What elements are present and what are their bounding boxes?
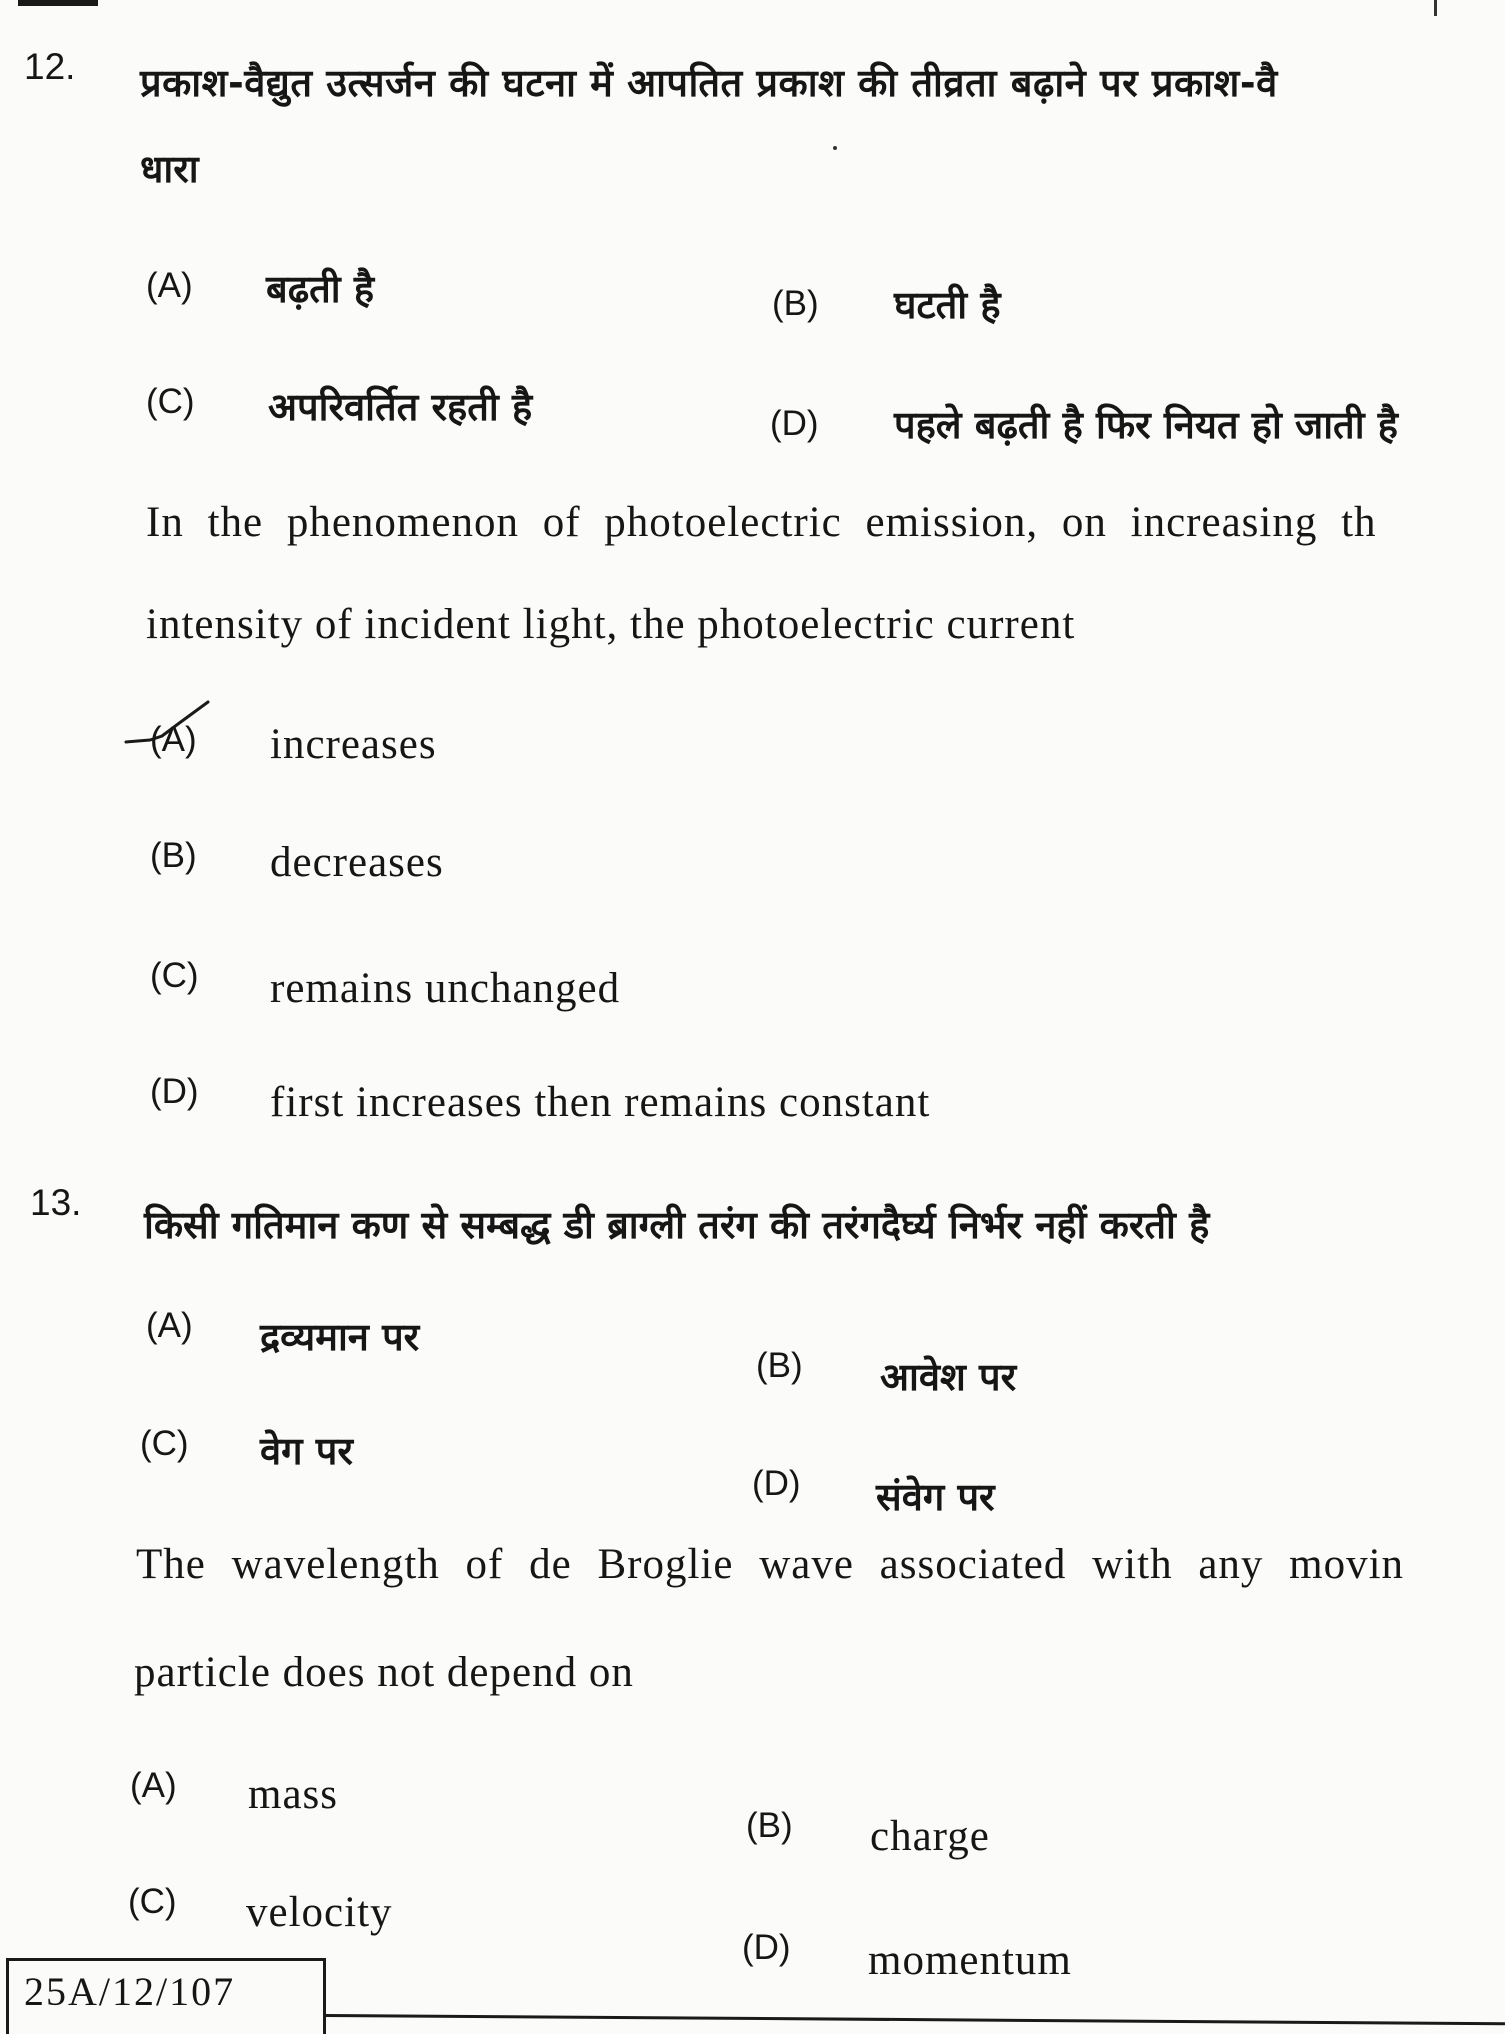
q12-hindi-option-d-text: पहले बढ़ती है फिर नियत हो जाती है — [894, 403, 1398, 447]
q13-english-option-b-label: (B) — [746, 1806, 793, 1845]
q13-english-option-a-label: (A) — [130, 1766, 177, 1805]
question-13-hindi-line-1: किसी गतिमान कण से सम्बद्ध डी ब्राग्ली तरंग की तरंगदैर्घ्य निर्भर नहीं करती है — [144, 1203, 1210, 1247]
q12-hindi-option-c-text: अपरिवर्तित रहती है — [268, 385, 533, 429]
q13-hindi-option-c-text: वेग पर — [260, 1429, 353, 1473]
q12-english-option-d-text: first increases then remains constant — [270, 1079, 931, 1126]
q12-hindi-option-b-text: घटती है — [894, 283, 1001, 327]
q13-hindi-option-a-text: द्रव्यमान पर — [260, 1315, 420, 1359]
q13-hindi-option-d-text: संवेग पर — [876, 1475, 995, 1519]
question-13-english-line-1: The wavelength of de Broglie wave associated with any movin — [136, 1541, 1405, 1588]
top-left-corner-mark — [18, 0, 98, 6]
q13-english-option-d-label: (D) — [742, 1928, 791, 1967]
question-12-number: 12. — [24, 46, 76, 87]
q12-english-option-c-label: (C) — [150, 956, 199, 995]
q13-hindi-option-c-label: (C) — [140, 1424, 189, 1463]
question-12-english-line-2: intensity of incident light, the photoelectric current — [146, 601, 1076, 648]
q12-hindi-option-a-text: बढ़ती है — [266, 267, 375, 311]
q13-hindi-option-a-label: (A) — [146, 1306, 193, 1345]
q13-hindi-option-b-label: (B) — [756, 1346, 803, 1385]
question-13-number: 13. — [30, 1182, 82, 1223]
q13-english-option-c-label: (C) — [128, 1882, 177, 1921]
q13-english-option-a-text: mass — [248, 1771, 338, 1818]
q13-english-option-c-text: velocity — [246, 1889, 393, 1936]
q12-english-option-a-text: increases — [270, 721, 437, 768]
q12-english-option-c-text: remains unchanged — [270, 965, 621, 1012]
footer-rule — [326, 2014, 1505, 2025]
question-12-hindi-line-1: प्रकाश-वैद्युत उत्सर्जन की घटना में आपतित प्रकाश की तीव्रता बढ़ाने पर प्रकाश-वै — [140, 61, 1278, 105]
question-13-english-line-2: particle does not depend on — [134, 1649, 634, 1696]
q13-hindi-option-b-text: आवेश पर — [880, 1355, 1017, 1399]
question-12-english-line-1: In the phenomenon of photoelectric emission, on increasing th — [146, 499, 1377, 546]
q12-english-option-b-label: (B) — [150, 836, 197, 875]
q12-english-option-d-label: (D) — [150, 1072, 199, 1111]
footer-code: 25A/12/107 — [24, 1969, 236, 2014]
q13-english-option-b-text: charge — [870, 1813, 990, 1860]
q12-hindi-option-b-label: (B) — [772, 284, 819, 323]
stray-dot — [833, 146, 837, 150]
q12-hindi-option-a-label: (A) — [146, 266, 193, 305]
q12-hindi-option-d-label: (D) — [770, 404, 819, 443]
question-12-hindi-line-2: धारा — [140, 147, 199, 191]
q12-hindi-option-c-label: (C) — [146, 382, 195, 421]
q13-hindi-option-d-label: (D) — [752, 1464, 801, 1503]
q12-english-option-b-text: decreases — [270, 839, 444, 886]
q12-english-option-a-label: (A) — [150, 720, 197, 759]
top-right-corner-mark — [1434, 0, 1437, 16]
q13-english-option-d-text: momentum — [868, 1937, 1072, 1984]
